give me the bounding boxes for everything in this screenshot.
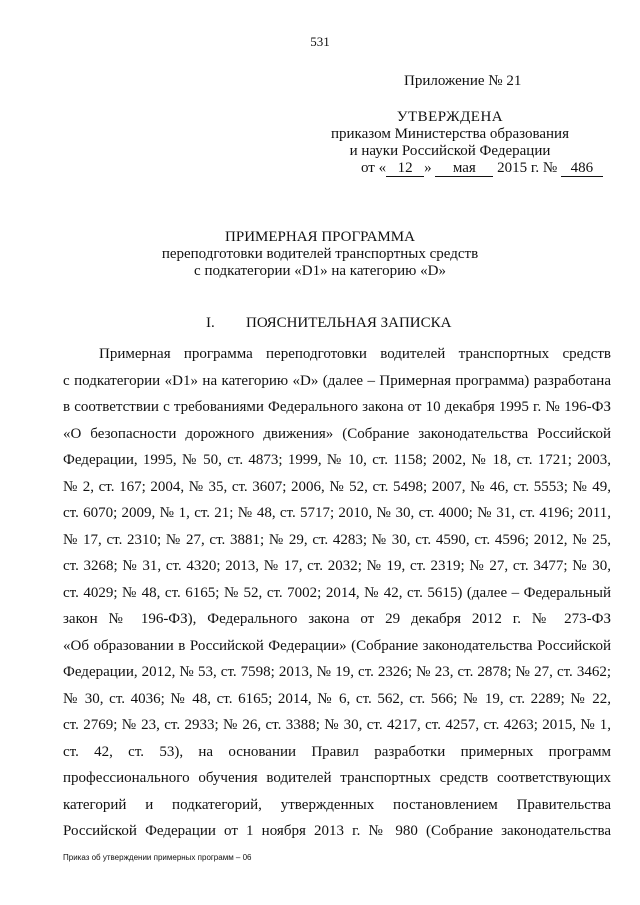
body-line: № 2, ст. 167; 2004, № 35, ст. 3607; 2006, № 52, ст. 5498; 2007, № 46, ст. 5553; № 49, bbox=[63, 478, 611, 495]
order-number: 486 bbox=[561, 161, 603, 177]
date-prefix: от « bbox=[361, 160, 387, 176]
body-text bbox=[63, 341, 611, 845]
body-line: ст. 42, ст. 53), на основании Правил разработки примерных программ bbox=[63, 743, 611, 760]
approval-ministry-line: и науки Российской Федерации bbox=[349, 143, 551, 159]
approved-stamp: УТВЕРЖДЕНА bbox=[396, 109, 504, 125]
body-line: ст. 2769; № 23, ст. 2933; № 26, ст. 3388; № 30, ст. 4217, ст. 4257, ст. 4263; 2015, № 1, bbox=[63, 717, 611, 733]
body-line: профессионального обучения водителей транспортных средств соответствующих bbox=[63, 770, 611, 786]
body-line: Федерации, 2012, № 53, ст. 7598; 2013, № 19, ст. 2326; № 23, ст. 2878; № 27, ст. 3462; bbox=[63, 664, 611, 680]
body-line: ст. 3268; № 31, ст. 4320; 2013, № 17, ст. 2032; № 19, ст. 2319; № 27, ст. 3477; № 30, bbox=[63, 558, 611, 574]
body-line: с подкатегории «D1» на категорию «D» (далее – Примерная программа) разработана bbox=[63, 372, 611, 389]
body-line: ст. 6070; 2009, № 1, ст. 21; № 48, ст. 5717; 2010, № 30, ст. 4000; № 31, ст. 4196; 2011, bbox=[63, 505, 611, 521]
body-line: «Об образовании в Российской Федерации» (Собрание законодательства Российской bbox=[63, 637, 611, 654]
body-line: № 17, ст. 2310; № 27, ст. 3881; № 29, ст. 4283; № 30, ст. 4590, ст. 4596; 2012, № 25, bbox=[63, 531, 611, 548]
program-title-main: ПРИМЕРНАЯ ПРОГРАММА bbox=[225, 229, 415, 245]
date-close: » bbox=[424, 160, 432, 176]
body-line: категорий и подкатегорий, утвержденных постановлением Правительства bbox=[63, 796, 611, 813]
date-month: мая bbox=[435, 161, 493, 177]
body-line: Примерная программа переподготовки водителей транспортных средств bbox=[99, 346, 611, 362]
page-number: 531 bbox=[310, 34, 330, 49]
date-year: 2015 г. № bbox=[497, 160, 558, 176]
program-title bbox=[0, 229, 640, 280]
date-day: 12 bbox=[386, 161, 424, 177]
approval-block bbox=[300, 109, 600, 160]
section-title: ПОЯСНИТЕЛЬНАЯ ЗАПИСКА bbox=[246, 315, 452, 331]
approval-order-line: приказом Министерства образования bbox=[331, 126, 569, 142]
body-line: Российской Федерации от 1 ноября 2013 г. № 980 (Собрание законодательства bbox=[63, 823, 611, 839]
appendix-label: Приложение № 21 bbox=[404, 73, 522, 89]
approval-date bbox=[361, 160, 603, 177]
body-line: ст. 4029; № 48, ст. 6165; № 52, ст. 7002; 2014, № 42, ст. 5615) (далее – Федеральный bbox=[63, 584, 611, 601]
section-number: I. bbox=[206, 315, 215, 331]
body-line: Федерации, 1995, № 50, ст. 4873; 1999, № 10, ст. 1158; 2002, № 18, ст. 1721; 2003, bbox=[63, 452, 611, 468]
body-line: в соответствии с требованиями Федерального закона от 10 декабря 1995 г. № 196-ФЗ bbox=[63, 399, 611, 415]
body-line: № 30, ст. 4036; № 48, ст. 6165; 2014, № 6, ст. 562, ст. 566; № 19, ст. 2289; № 22, bbox=[63, 690, 611, 707]
footer-note: Приказ об утверждении примерных программ – 06 bbox=[63, 853, 252, 862]
body-line: «О безопасности дорожного движения» (Собрание законодательства Российской bbox=[63, 425, 611, 442]
program-title-subtitle-1: переподготовки водителей транспортных средств bbox=[161, 246, 479, 262]
body-line: закон № 196-ФЗ), Федерального закона от 29 декабря 2012 г. № 273-ФЗ bbox=[63, 611, 611, 627]
program-title-subtitle-2: с подкатегории «D1» на категорию «D» bbox=[194, 263, 446, 279]
